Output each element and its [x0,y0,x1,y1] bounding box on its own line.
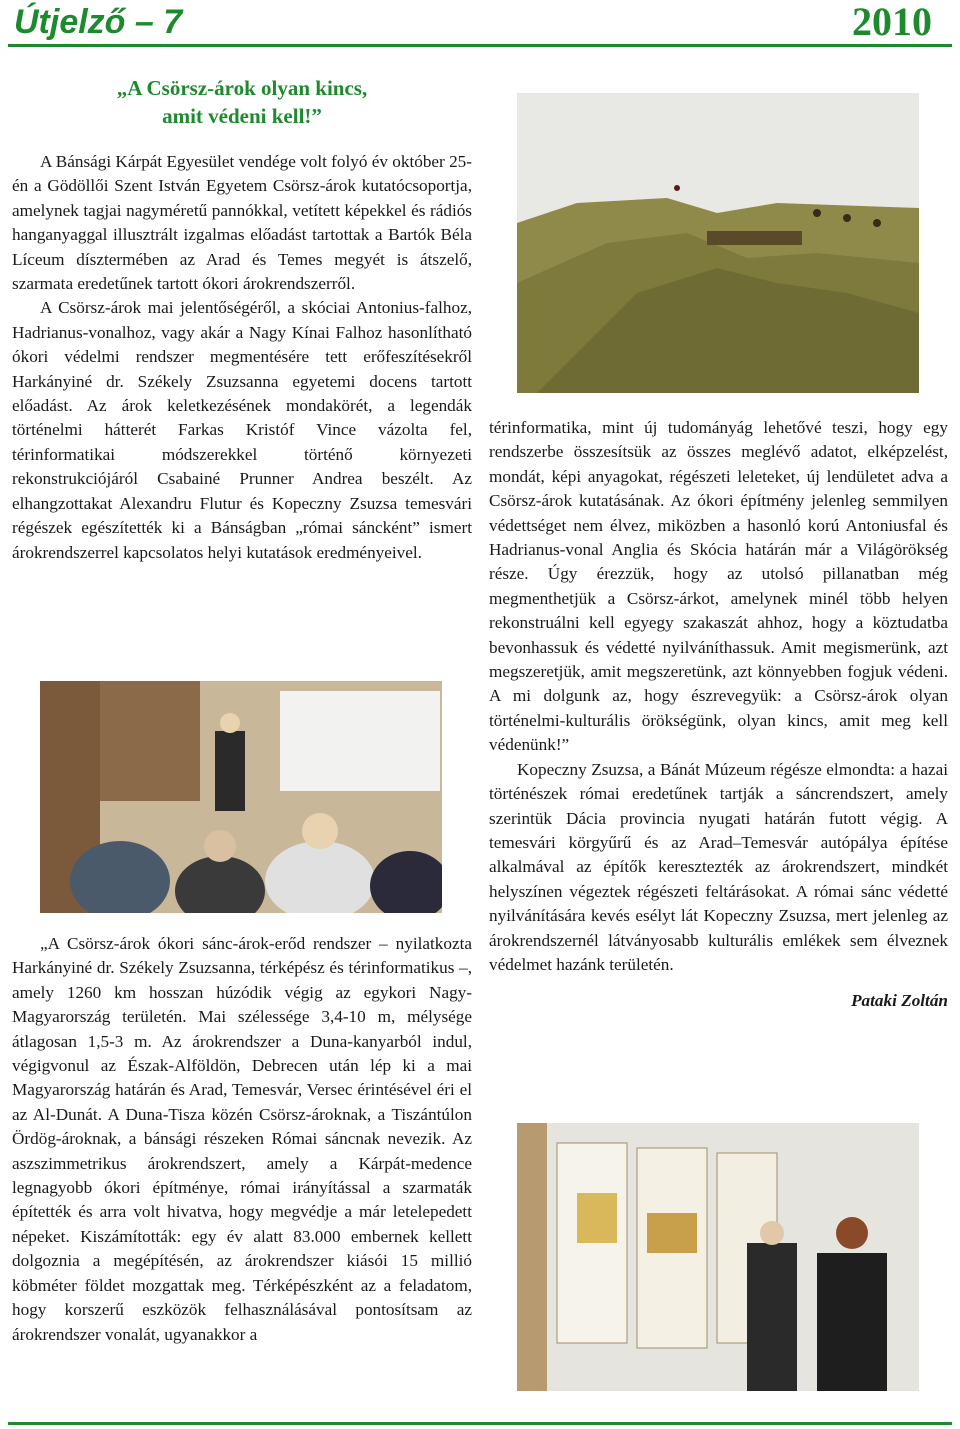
article-title-line-1: „A Csörsz-árok olyan kincs, [116,76,368,100]
article-title [12,74,472,130]
paragraph: A Bánsági Kárpát Egyesület vendége volt folyó év október 25-én a Gödöllői Szent István Egyetem Csörsz-árok kutatócsoportja, amelynek tagjai nagyméretű pannókkal, vetített képekkel és rádiós hanganyaggal illusztrált izgalmas előadást tartottak a Bartók Béla Líceum dísztermében az Arad és Temes megyét is átszelő, szarmata eredetűnek tartott ókori árokrendszerről. [12,152,472,294]
paragraph: „A Csörsz-árok ókori sánc-árok-erőd rendszer – nyilatkozta Harkányiné dr. Székely Zsuzsanna, térképész és térinformatikus –, amely 1260 km hosszan húzódik végig az egykori Nagy-Magyarország területén. Mai szélessége 3,4-10 m, mélysége átlagosan 1,5-3 m. Az árokrendszer a Duna-kanyarból indul, végigvonul az Észak-Alföldön, Debrecen után lép ki a mai Magyarország határán és Arad, Temesvár, Versec érintésével éri el az Al-Dunát. A Duna-Tisza közén Csörsz-ároknak, a Tiszántúlon Ördög-ároknak, a bánsági részeken Római sáncnak nevezik. Az aszszimmetrikus árokrendszert, amely a Kárpát-medence legnagyobb ókori építménye, római irányítással a szarmaták építették és arra volt hivatva, hogy megvédje a már letelepedett népeket. Kiszámították: egy év alatt 83.000 embernek kellett dolgoznia a megépítésén, az árokrendszer kiásói 15 millió köbméter földet mozgattak meg. Térképészként az a feladatom, hogy korszerű eszközök felhasználásával pontosítsam az árokrendszer vonalát, ugyanakkor a [12,934,472,1344]
diorama-photo [517,93,919,393]
exhibition-photo [517,1123,919,1391]
paragraph: Kopeczny Zsuzsa, a Bánát Múzeum régésze elmondta: a hazai történészek római eredetűnek tartják a sáncrendszert, amely szerintük Dácia provincia nyugati határán futott végig. A temesvári körgyűrű és az Arad–Temesvár autópálya építése alkalmával az építők keresztezték az árokrendszert, mindkét helyszínen végeztek régészeti feltárásokat. A római sánc védetté nyilvánítására kevés esélyt lát Kopeczny Zsuzsa, mert jelenleg az árokrendszernél látványosabb kulturális emlékek sem élveznek védelmet hazánk területén. [489,759,948,974]
footer-rule [8,1422,952,1425]
page-header [0,0,960,50]
author-signature: Pataki Zoltán [851,991,948,1011]
column-2 [489,416,948,1014]
header-rule [8,44,952,47]
lecture-audience-photo [40,681,442,913]
publication-title: Útjelző – 7 [14,3,183,41]
article-title-line-2: amit védeni kell!” [162,104,322,128]
paragraph: térinformatika, mint új tudományág lehetővé teszi, hogy egy rendszerbe összesítsük az összes meglévő adatot, elképzelést, mondát, képi anyagokat, régészeti leleteket, új lendületet adva a Csörsz-árok kutatásának. Az ókori építmény jelenleg semmilyen védettséget nem élvez, miközben a hasonló korú Antoniusfal és Hadrianus-vonal Anglia és Skócia határán már a Világörökség része. Úgy érezzük, hogy az utolsó pillanatban még megmenthetjük a Csörsz-árkot, amelynek minél több helyen rekonstruálni kell egyegy szakaszát ahhoz, hogy a köztudatba bevonhassuk és védetté nyilváníthassuk. Amit megismerünk, azt megszeretjük, amit megszeretünk, azt könnyebben fogjuk védeni. A mi dolgunk az, hogy észrevegyük: a Csörsz-árok olyan történelmi-kulturális örökségünk, olyan kincs, amit meg kell védenünk!” [489,418,948,755]
column-1-bottom [12,932,472,1347]
paragraph: A Csörsz-árok mai jelentőségéről, a skóciai Antonius-falhoz, Hadrianus-vonalhoz, vagy akár a Nagy Kínai Falhoz hasonlítható ókori védelmi rendszer megmentésére tett erőfeszítésekről Harkányiné dr. Székely Zsuzsanna egyetemi docens tartott előadást. Az árok keletkezésének mondakörét, a legendák történelmi hátterét Farkas Kristóf Vince vázolta fel, térinformatikai módszerekkel történő környezeti rekonstrukciójáról Csabainé Prunner Andrea beszélt. Az elhangzottakat Alexandru Flutur és Kopeczny Zsuzsa temesvári régészek egészítették ki a Bánságban „római sáncként” ismert árokrendszerrel kapcsolatos helyi kutatások eredményeivel. [12,298,472,562]
publication-year: 2010 [852,0,932,44]
column-1-top [12,150,472,565]
